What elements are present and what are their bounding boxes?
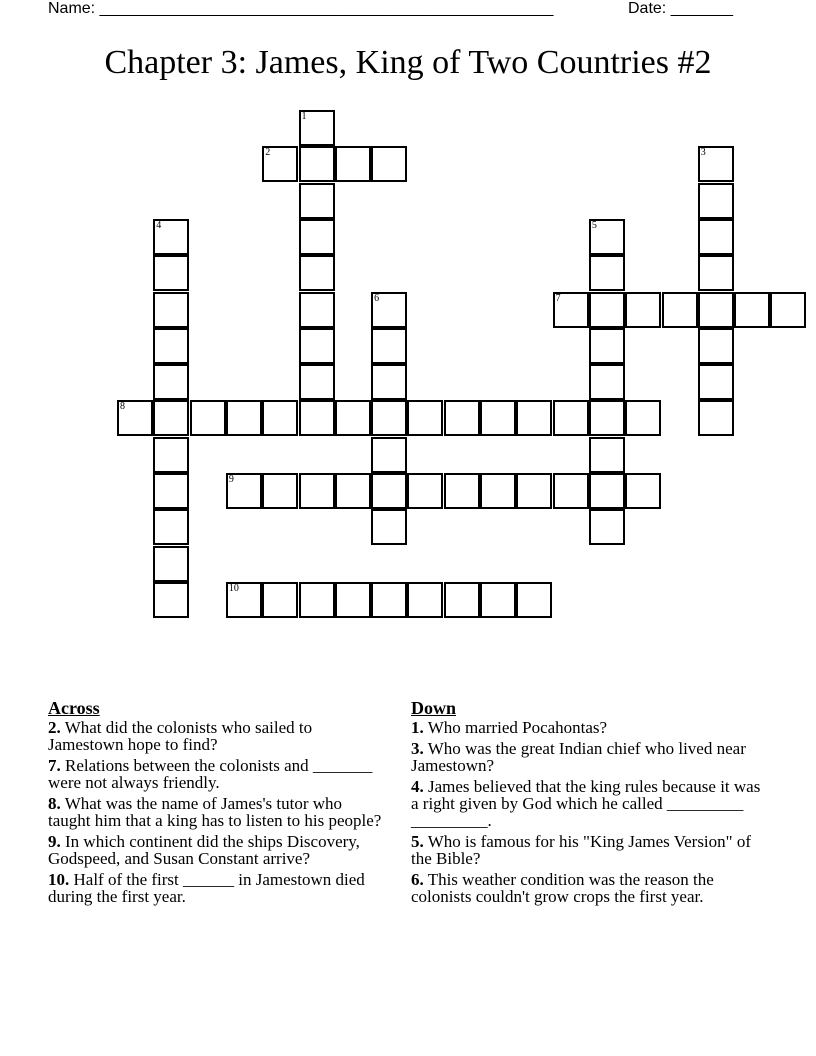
crossword-cell[interactable] [407, 400, 443, 436]
crossword-cell[interactable] [698, 183, 734, 219]
crossword-cell[interactable] [335, 582, 371, 618]
crossword-cell[interactable] [262, 146, 298, 182]
crossword-cell[interactable] [262, 582, 298, 618]
clue-number: 10. [48, 870, 70, 889]
crossword-cell[interactable] [371, 509, 407, 545]
crossword-cell[interactable] [335, 473, 371, 509]
crossword-cell[interactable] [698, 219, 734, 255]
crossword-cell[interactable] [698, 400, 734, 436]
page-title: Chapter 3: James, King of Two Countries #2 [104, 44, 712, 81]
crossword-cell[interactable] [770, 292, 806, 328]
crossword-cell[interactable] [299, 255, 335, 291]
crossword-cell[interactable] [371, 328, 407, 364]
crossword-cell[interactable] [153, 292, 189, 328]
crossword-cell[interactable] [553, 400, 589, 436]
crossword-cell[interactable] [516, 582, 552, 618]
crossword-cell[interactable] [226, 400, 262, 436]
crossword-cell[interactable] [516, 473, 552, 509]
down-clue [411, 871, 771, 905]
across-clue [48, 871, 388, 905]
cell-number: 9 [228, 474, 234, 485]
name-field-label: Name: ___________________________________________________ [48, 0, 554, 17]
cell-number: 1 [301, 111, 307, 122]
crossword-cell[interactable] [625, 292, 661, 328]
crossword-cell[interactable] [299, 183, 335, 219]
crossword-cell[interactable] [589, 473, 625, 509]
crossword-cell[interactable] [371, 146, 407, 182]
cell-number: 7 [555, 292, 561, 304]
crossword-cell[interactable] [407, 582, 443, 618]
crossword-cell[interactable] [153, 364, 189, 400]
cell-number: 10 [228, 582, 239, 594]
crossword-cell[interactable] [480, 400, 516, 436]
clue-text: In which continent did the ships Discovery, Godspeed, and Susan Constant arrive? [48, 832, 360, 868]
crossword-cell[interactable] [117, 400, 153, 436]
crossword-cell[interactable] [299, 582, 335, 618]
crossword-cell[interactable] [589, 509, 625, 545]
down-clues [411, 700, 771, 909]
clue-number: 4. [411, 777, 424, 796]
clue-text: Half of the first ______ in Jamestown died during the first year. [48, 870, 365, 906]
cell-number: 4 [156, 219, 162, 231]
crossword-cell[interactable] [444, 582, 480, 618]
crossword-cell[interactable] [371, 473, 407, 509]
crossword-cell[interactable] [371, 364, 407, 400]
crossword-cell[interactable] [153, 219, 189, 255]
cell-number: 2 [265, 147, 271, 159]
crossword-cell[interactable] [299, 219, 335, 255]
clue-number: 5. [411, 832, 424, 851]
crossword-cell[interactable] [299, 146, 335, 182]
crossword-cell[interactable] [589, 400, 625, 436]
crossword-cell[interactable] [553, 473, 589, 509]
crossword-cell[interactable] [589, 328, 625, 364]
crossword-cell[interactable] [190, 400, 226, 436]
crossword-cell[interactable] [734, 292, 770, 328]
down-clue [411, 719, 771, 736]
crossword-cell[interactable] [698, 292, 734, 328]
clue-number: 6. [411, 870, 424, 889]
crossword-cell[interactable] [407, 473, 443, 509]
clue-text: Who is famous for his "King James Version" of the Bible? [411, 832, 752, 868]
clue-text: Who married Pocahontas? [427, 718, 608, 737]
crossword-cell[interactable] [153, 437, 189, 473]
clue-text: Who was the great Indian chief who lived near Jamestown? [411, 739, 746, 775]
crossword-cell[interactable] [589, 437, 625, 473]
crossword-cell[interactable] [299, 110, 335, 146]
crossword-cell[interactable] [553, 292, 589, 328]
crossword-cell[interactable] [299, 328, 335, 364]
clue-number: 2. [48, 718, 61, 737]
across-heading: Across [48, 698, 100, 718]
clue-number: 1. [411, 718, 424, 737]
crossword-cell[interactable] [480, 582, 516, 618]
across-clues [48, 700, 388, 909]
across-clue [48, 757, 388, 791]
crossword-cell[interactable] [698, 364, 734, 400]
crossword-cell[interactable] [226, 473, 262, 509]
cell-number: 8 [120, 401, 125, 413]
crossword-cell[interactable] [153, 400, 189, 436]
cell-number: 6 [374, 292, 380, 304]
clue-number: 9. [48, 832, 61, 851]
crossword-cell[interactable] [299, 292, 335, 328]
crossword-cell[interactable] [589, 364, 625, 400]
across-clue [48, 719, 388, 753]
clue-text: Relations between the colonists and _______ were not always friendly. [48, 756, 373, 792]
across-clue [48, 833, 388, 867]
down-clue [411, 833, 771, 867]
crossword-cell[interactable] [262, 400, 298, 436]
clue-number: 7. [48, 756, 61, 775]
crossword-cell[interactable] [153, 546, 189, 582]
crossword-cell[interactable] [480, 473, 516, 509]
crossword-cell[interactable] [371, 292, 407, 328]
crossword-cell[interactable] [153, 328, 189, 364]
crossword-cell[interactable] [335, 400, 371, 436]
crossword-cell[interactable] [153, 473, 189, 509]
crossword-cell[interactable] [589, 219, 625, 255]
crossword-cell[interactable] [153, 582, 189, 618]
crossword-cell[interactable] [589, 292, 625, 328]
cell-number: 3 [700, 147, 706, 159]
clue-text: What was the name of James's tutor who taught him that a king has to listen to his people? [48, 794, 382, 830]
crossword-cell[interactable] [444, 473, 480, 509]
clue-text: What did the colonists who sailed to Jamestown hope to find? [48, 718, 313, 754]
crossword-cell[interactable] [226, 582, 262, 618]
crossword-cell[interactable] [698, 146, 734, 182]
down-heading: Down [411, 698, 457, 718]
crossword-cell[interactable] [299, 400, 335, 436]
crossword-cell[interactable] [516, 400, 552, 436]
crossword-cell[interactable] [153, 255, 189, 291]
crossword-cell[interactable] [625, 400, 661, 436]
crossword-cell[interactable] [589, 255, 625, 291]
crossword-cell[interactable] [625, 473, 661, 509]
clue-text: James believed that the king rules because it was a right given by God which he called _________ _________. [411, 777, 761, 830]
down-clue [411, 740, 771, 774]
crossword-cell[interactable] [262, 473, 298, 509]
clue-number: 3. [411, 739, 424, 758]
down-clue [411, 778, 771, 829]
crossword-cell[interactable] [299, 364, 335, 400]
crossword-cell[interactable] [371, 582, 407, 618]
crossword-cell[interactable] [299, 473, 335, 509]
cell-number: 5 [591, 219, 597, 231]
clue-number: 8. [48, 794, 61, 813]
crossword-cell[interactable] [698, 255, 734, 291]
crossword-cell[interactable] [662, 292, 698, 328]
crossword-cell[interactable] [371, 437, 407, 473]
across-clue [48, 795, 388, 829]
crossword-cell[interactable] [698, 328, 734, 364]
crossword-cell[interactable] [335, 146, 371, 182]
crossword-cell[interactable] [444, 400, 480, 436]
crossword-cell[interactable] [371, 400, 407, 436]
date-field-label: Date: _______ [628, 0, 733, 17]
clue-text: This weather condition was the reason the colonists couldn't grow crops the first year. [411, 870, 714, 906]
crossword-cell[interactable] [153, 509, 189, 545]
